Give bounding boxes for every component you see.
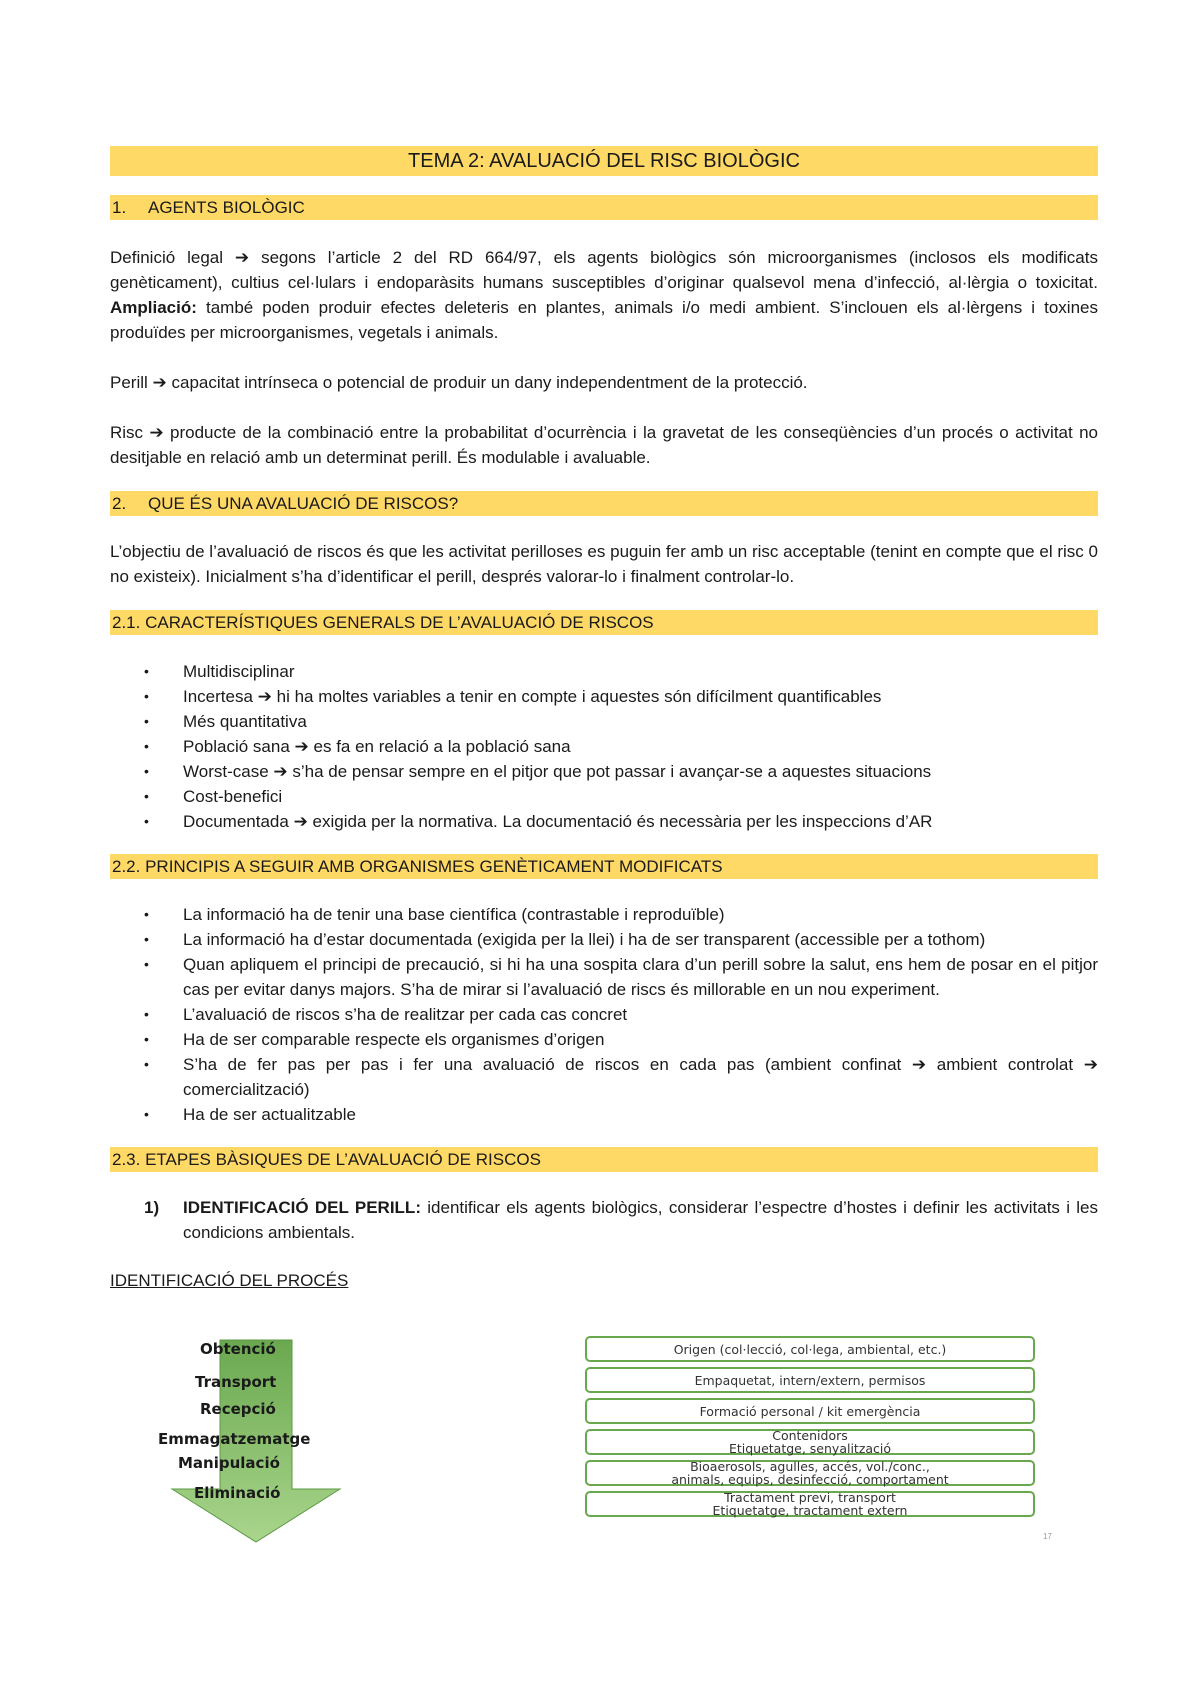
process-box	[585, 1460, 1035, 1486]
risc-text: producte de la combinació entre la probabilitat d’ocurrència i la gravetat de les conseqüències d’un procés o activitat no desitjable en relació amb un determinat perill. És modulable i avaluable.	[110, 423, 1098, 467]
box-line: Formació personal / kit emergència	[699, 1403, 921, 1419]
characteristics-list	[110, 659, 1098, 834]
arrow-step-label: Transport	[195, 1373, 277, 1391]
bullet-icon: •	[144, 763, 149, 779]
box-line: Etiquetatge, senyalització	[728, 1441, 892, 1456]
box-line: Etiquetatge, tractament extern	[712, 1503, 908, 1518]
section-1-heading	[110, 195, 1098, 220]
section-number: 1.	[112, 198, 127, 217]
list-item	[110, 809, 1098, 834]
item-text: s’ha de pensar sempre en el pitjor que pot passar i avançar-se a aquestes situacions	[287, 762, 932, 781]
box-line: Empaquetat, intern/extern, permisos	[694, 1372, 926, 1388]
list-item	[110, 709, 1098, 734]
bullet-icon: •	[144, 1031, 149, 1047]
ampliacio-text: també poden produir efectes deleteris en plantes, animals i/o medi ambient. S’inclouen els al·lèrgens i toxines produïdes per microorganismes, vegetals i animals.	[110, 298, 1098, 342]
section-title: AGENTS BIOLÒGIC	[148, 198, 305, 217]
step-number: 1)	[144, 1198, 160, 1217]
arrow-icon: ➔	[152, 373, 167, 392]
arrow-icon: ➔	[149, 423, 164, 442]
perill-text: capacitat intrínseca o potencial de produir un dany independentment de la protecció.	[166, 373, 808, 392]
bullet-icon: •	[144, 738, 149, 754]
term-label: Perill	[110, 373, 148, 392]
step-label: IDENTIFICACIÓ DEL PERILL:	[183, 1198, 421, 1217]
box-line: animals, equips, desinfecció, comportament	[671, 1472, 949, 1487]
item-text: exigida per la normativa. La documentació és necessària per les inspeccions d’AR	[307, 812, 933, 831]
process-box	[585, 1367, 1035, 1393]
item-text: ambient controlat	[926, 1055, 1084, 1074]
arrow-icon: ➔	[911, 1055, 927, 1074]
definition-text: segons l’article 2 del RD 664/97, els agents biològics són microorganismes (inclosos els modificats genèticament), cultius cel·lulars i endoparàsits humans susceptibles d’originar qualsevol mena d’infecció, al·lèrgia o toxicitat.	[110, 248, 1098, 292]
arrow-step-label: Eliminació	[194, 1484, 281, 1502]
definition-paragraph	[110, 245, 1098, 345]
list-item	[110, 1195, 1098, 1245]
list-item	[110, 684, 1098, 709]
item-text: L’avaluació de riscos s’ha de realitzar per cada cas concret	[183, 1005, 628, 1024]
list-item	[110, 1002, 1098, 1027]
process-box	[585, 1491, 1035, 1517]
stages-list	[110, 1195, 1098, 1245]
box-line: Tractament previ, transport	[724, 1490, 896, 1505]
list-item	[110, 659, 1098, 684]
item-label: Població sana	[183, 737, 290, 756]
arrow-step-label: Obtenció	[200, 1340, 276, 1358]
arrow-steps	[158, 1336, 420, 1546]
item-text: Ha de ser comparable respecte els organismes d’origen	[183, 1030, 605, 1049]
term-label: Risc	[110, 423, 144, 442]
arrow-icon: ➔	[293, 812, 308, 831]
document-content	[110, 146, 1098, 1293]
section-title: QUE ÉS UNA AVALUACIÓ DE RISCOS?	[148, 494, 459, 513]
section-number: 2.	[112, 494, 127, 513]
bullet-icon: •	[144, 906, 149, 922]
arrow-icon: ➔	[257, 687, 272, 706]
bullet-icon: •	[144, 663, 149, 679]
arrow-icon: ➔	[273, 762, 288, 781]
section-2-1-heading: 2.1. CARACTERÍSTIQUES GENERALS DE L’AVALUACIÓ DE RISCOS	[110, 610, 1098, 635]
arrow-icon: ➔	[294, 737, 309, 756]
step-text: identificar els agents biològics, considerar l’espectre d’hostes i definir les activitats i les condicions ambientals.	[183, 1198, 1098, 1242]
process-box	[585, 1398, 1035, 1424]
item-text: La informació ha d’estar documentada (exigida per la llei) i ha de ser transparent (accessible per a tothom)	[183, 930, 986, 949]
bullet-icon: •	[144, 1056, 149, 1072]
item-text: comercialització)	[183, 1080, 310, 1099]
list-item	[110, 1027, 1098, 1052]
slide-number: 17	[1043, 1532, 1052, 1541]
section-2-3-heading: 2.3. ETAPES BÀSIQUES DE L’AVALUACIÓ DE RISCOS	[110, 1147, 1098, 1172]
list-item	[110, 1102, 1098, 1127]
process-box	[585, 1336, 1035, 1362]
item-text: Ha de ser actualitzable	[183, 1105, 356, 1124]
arrow-icon: ➔	[1083, 1055, 1098, 1074]
list-item	[110, 734, 1098, 759]
item-label: Multidisciplinar	[183, 662, 295, 681]
item-text: La informació ha de tenir una base científica (contrastable i reproduïble)	[183, 905, 725, 924]
ampliacio-label: Ampliació:	[110, 298, 197, 317]
item-label: Més quantitativa	[183, 712, 307, 731]
item-label: Cost-benefici	[183, 787, 283, 806]
list-item	[110, 1052, 1098, 1102]
bullet-icon: •	[144, 813, 149, 829]
objective-paragraph: L’objectiu de l’avaluació de riscos és que les activitat perilloses es puguin fer amb un risc acceptable (tenint en compte que el risc 0 no existeix). Inicialment s’ha d’identificar el perill, després valorar-lo i finalment controlar-lo.	[110, 542, 1098, 586]
list-item	[110, 902, 1098, 927]
item-text: S’ha de fer pas per pas i fer una avaluació de riscos en cada pas (ambient confinat	[183, 1055, 912, 1074]
process-box	[585, 1429, 1035, 1455]
arrow-icon: ➔	[234, 248, 250, 267]
item-label: Worst-case	[183, 762, 269, 781]
section-2-2-heading: 2.2. PRINCIPIS A SEGUIR AMB ORGANISMES GENÈTICAMENT MODIFICATS	[110, 854, 1098, 879]
perill-paragraph	[110, 370, 1098, 395]
arrow-step-label: Recepció	[200, 1400, 276, 1418]
item-text: hi ha moltes variables a tenir en compte i aquestes són difícilment quantificables	[271, 687, 882, 706]
list-item	[110, 927, 1098, 952]
term-label: Definició legal	[110, 248, 224, 267]
box-line: Contenidors	[772, 1428, 848, 1443]
box-line: Origen (col·lecció, col·lega, ambiental, etc.)	[673, 1341, 947, 1357]
bullet-icon: •	[144, 713, 149, 729]
bullet-icon: •	[144, 956, 149, 972]
arrow-step-label: Emmagatzematge	[158, 1430, 311, 1448]
process-title: IDENTIFICACIÓ DEL PROCÉS	[110, 1271, 349, 1290]
arrow-step-label: Manipulació	[178, 1454, 280, 1472]
item-text: Quan apliquem el principi de precaució, si hi ha una sospita clara d’un perill sobre la salut, ens hem de posar en el pitjor cas per evitar danys majors. S’ha de mirar si l’avaluació de riscs és millorable en un nou experiment.	[183, 955, 1098, 999]
bullet-icon: •	[144, 788, 149, 804]
item-label: Incertesa	[183, 687, 253, 706]
list-item	[110, 784, 1098, 809]
bullet-icon: •	[144, 931, 149, 947]
list-item	[110, 759, 1098, 784]
page-title: TEMA 2: AVALUACIÓ DEL RISC BIOLÒGIC	[110, 146, 1098, 176]
bullet-icon: •	[144, 1106, 149, 1122]
process-diagram	[158, 1336, 1052, 1546]
box-line: Bioaerosols, agulles, accés, vol./conc.,	[690, 1459, 930, 1474]
risc-paragraph	[110, 420, 1098, 470]
bullet-icon: •	[144, 688, 149, 704]
item-label: Documentada	[183, 812, 289, 831]
principles-list	[110, 902, 1098, 1127]
section-2-heading	[110, 491, 1098, 516]
list-item	[110, 952, 1098, 1002]
item-text: es fa en relació a la població sana	[308, 737, 571, 756]
bullet-icon: •	[144, 1006, 149, 1022]
